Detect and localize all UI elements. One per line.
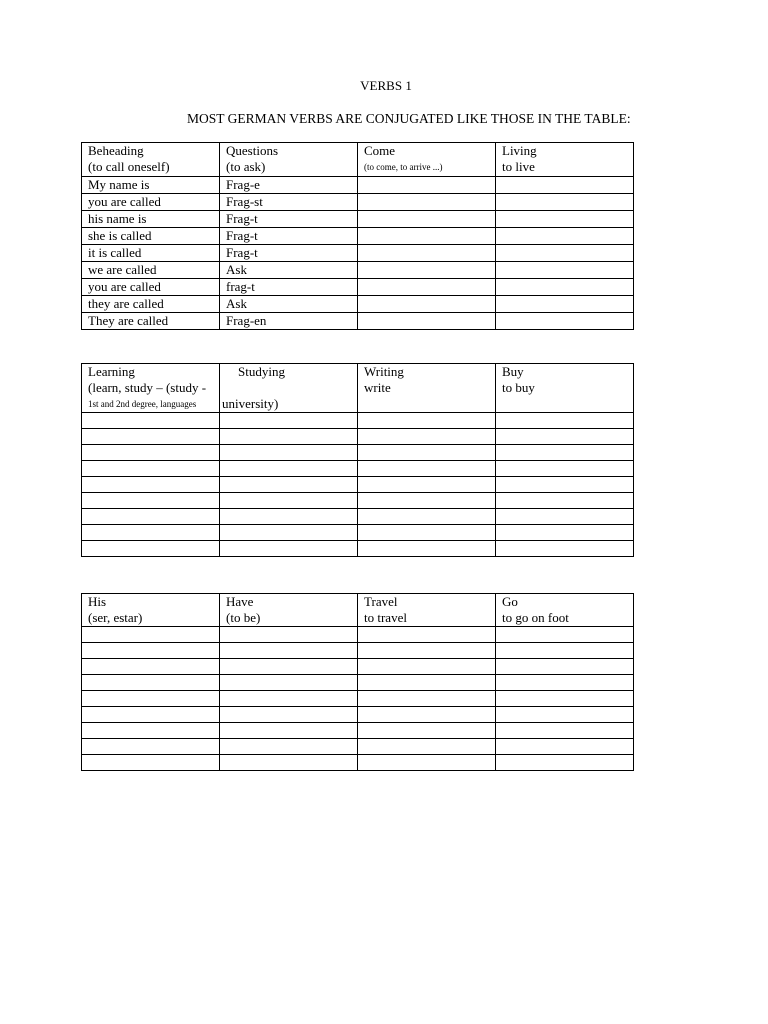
conjugation-table-1 (81, 142, 634, 330)
empty-cell (220, 659, 358, 675)
empty-cell (496, 493, 634, 509)
pronoun-cell: My name is (82, 177, 220, 194)
empty-cell (220, 509, 358, 525)
empty-cell (358, 177, 496, 194)
empty-cell (220, 429, 358, 445)
empty-cell (358, 228, 496, 245)
header-cell: Come (to come, to arrive ...) (358, 143, 496, 177)
table-row (82, 228, 634, 245)
table-header-row (82, 594, 634, 627)
empty-cell (82, 659, 220, 675)
pronoun-cell: you are called (82, 194, 220, 211)
empty-cell (82, 739, 220, 755)
empty-cell (358, 541, 496, 557)
empty-cell (496, 296, 634, 313)
empty-cell (220, 755, 358, 771)
empty-cell (82, 627, 220, 643)
header-cell: Questions (to ask) (220, 143, 358, 177)
header-cell: Buy to buy (496, 364, 634, 413)
empty-cell (82, 707, 220, 723)
empty-cell (358, 707, 496, 723)
table-row (82, 177, 634, 194)
empty-cell (82, 723, 220, 739)
empty-rows (82, 413, 634, 557)
page-subtitle: MOST GERMAN VERBS ARE CONJUGATED LIKE THOSE IN THE TABLE: (187, 111, 631, 126)
empty-cell (496, 477, 634, 493)
empty-cell (82, 445, 220, 461)
empty-cell (358, 194, 496, 211)
empty-cell (496, 461, 634, 477)
pronoun-cell: we are called (82, 262, 220, 279)
conjugation-cell: Ask (220, 296, 358, 313)
empty-cell (82, 461, 220, 477)
empty-cell (496, 643, 634, 659)
empty-cell (496, 723, 634, 739)
empty-cell (358, 509, 496, 525)
table-row (82, 739, 634, 755)
empty-cell (358, 429, 496, 445)
empty-cell (358, 211, 496, 228)
table-row (82, 194, 634, 211)
pronoun-cell: his name is (82, 211, 220, 228)
table-row (82, 691, 634, 707)
empty-cell (220, 739, 358, 755)
empty-cell (220, 525, 358, 541)
empty-cell (220, 445, 358, 461)
empty-cell (220, 541, 358, 557)
empty-cell (496, 659, 634, 675)
table-row (82, 477, 634, 493)
header-cell: Writing write (358, 364, 496, 413)
empty-cell (496, 177, 634, 194)
empty-cell (496, 541, 634, 557)
table-row (82, 509, 634, 525)
table-row (82, 445, 634, 461)
table-row (82, 493, 634, 509)
empty-cell (358, 493, 496, 509)
header-cell: Studying university) (220, 364, 358, 413)
conjugation-cell: frag-t (220, 279, 358, 296)
header-cell: Have (to be) (220, 594, 358, 627)
empty-cell (82, 429, 220, 445)
pronoun-cell: They are called (82, 313, 220, 330)
empty-cell (496, 194, 634, 211)
empty-cell (82, 541, 220, 557)
table-row (82, 723, 634, 739)
empty-cell (496, 509, 634, 525)
empty-rows (82, 627, 634, 771)
table-row (82, 279, 634, 296)
table-row (82, 707, 634, 723)
table-row (82, 525, 634, 541)
empty-cell (220, 691, 358, 707)
empty-cell (496, 429, 634, 445)
empty-cell (358, 296, 496, 313)
table-row (82, 627, 634, 643)
pronoun-cell: you are called (82, 279, 220, 296)
pronoun-cell: they are called (82, 296, 220, 313)
empty-cell (220, 723, 358, 739)
empty-cell (358, 643, 496, 659)
empty-cell (358, 245, 496, 262)
table-row (82, 755, 634, 771)
empty-cell (82, 525, 220, 541)
conjugation-cell: Frag-t (220, 211, 358, 228)
empty-cell (82, 413, 220, 429)
conjugation-cell: Frag-e (220, 177, 358, 194)
table-row (82, 262, 634, 279)
empty-cell (82, 755, 220, 771)
empty-cell (220, 707, 358, 723)
table-row (82, 296, 634, 313)
page-title: VERBS 1 (360, 78, 412, 93)
empty-cell (358, 525, 496, 541)
table-row (82, 211, 634, 228)
conjugation-table-2 (81, 363, 634, 557)
empty-cell (358, 262, 496, 279)
empty-cell (496, 675, 634, 691)
conjugation-cell: Frag-t (220, 228, 358, 245)
header-cell: Go to go on foot (496, 594, 634, 627)
table-row (82, 659, 634, 675)
empty-cell (496, 262, 634, 279)
table-header-row (82, 364, 634, 413)
empty-cell (220, 477, 358, 493)
empty-cell (496, 707, 634, 723)
empty-cell (220, 493, 358, 509)
table-row (82, 313, 634, 330)
pronoun-cell: she is called (82, 228, 220, 245)
empty-cell (358, 413, 496, 429)
header-cell: Learning (learn, study – (study - 1st and 2nd degree, languages (82, 364, 220, 413)
empty-cell (358, 461, 496, 477)
empty-cell (358, 723, 496, 739)
table-row (82, 643, 634, 659)
table-row (82, 541, 634, 557)
empty-cell (82, 493, 220, 509)
header-cell: Beheading (to call oneself) (82, 143, 220, 177)
empty-cell (220, 413, 358, 429)
header-cell: His (ser, estar) (82, 594, 220, 627)
table-row (82, 461, 634, 477)
empty-cell (358, 739, 496, 755)
empty-cell (358, 313, 496, 330)
empty-cell (358, 691, 496, 707)
empty-cell (82, 675, 220, 691)
conjugation-cell: Frag-t (220, 245, 358, 262)
empty-cell (496, 413, 634, 429)
conjugation-cell: Ask (220, 262, 358, 279)
empty-cell (496, 627, 634, 643)
table-header-row (82, 143, 634, 177)
empty-cell (220, 461, 358, 477)
empty-cell (220, 675, 358, 691)
empty-cell (358, 477, 496, 493)
empty-cell (496, 691, 634, 707)
table-row (82, 245, 634, 262)
empty-cell (496, 211, 634, 228)
header-cell: Travel to travel (358, 594, 496, 627)
empty-cell (496, 313, 634, 330)
empty-cell (82, 643, 220, 659)
empty-cell (220, 627, 358, 643)
conjugation-cell: Frag-en (220, 313, 358, 330)
empty-cell (82, 691, 220, 707)
empty-cell (82, 477, 220, 493)
empty-cell (358, 445, 496, 461)
empty-cell (358, 659, 496, 675)
empty-cell (358, 755, 496, 771)
table-row (82, 413, 634, 429)
empty-cell (496, 245, 634, 262)
empty-cell (220, 643, 358, 659)
empty-cell (496, 228, 634, 245)
empty-cell (82, 509, 220, 525)
empty-cell (496, 279, 634, 296)
header-cell: Living to live (496, 143, 634, 177)
empty-cell (496, 525, 634, 541)
pronoun-cell: it is called (82, 245, 220, 262)
conjugation-table-3 (81, 593, 634, 771)
table-row (82, 675, 634, 691)
table-row (82, 429, 634, 445)
empty-cell (496, 755, 634, 771)
empty-cell (496, 739, 634, 755)
empty-cell (358, 627, 496, 643)
conjugation-cell: Frag-st (220, 194, 358, 211)
empty-cell (358, 675, 496, 691)
empty-cell (496, 445, 634, 461)
empty-cell (358, 279, 496, 296)
